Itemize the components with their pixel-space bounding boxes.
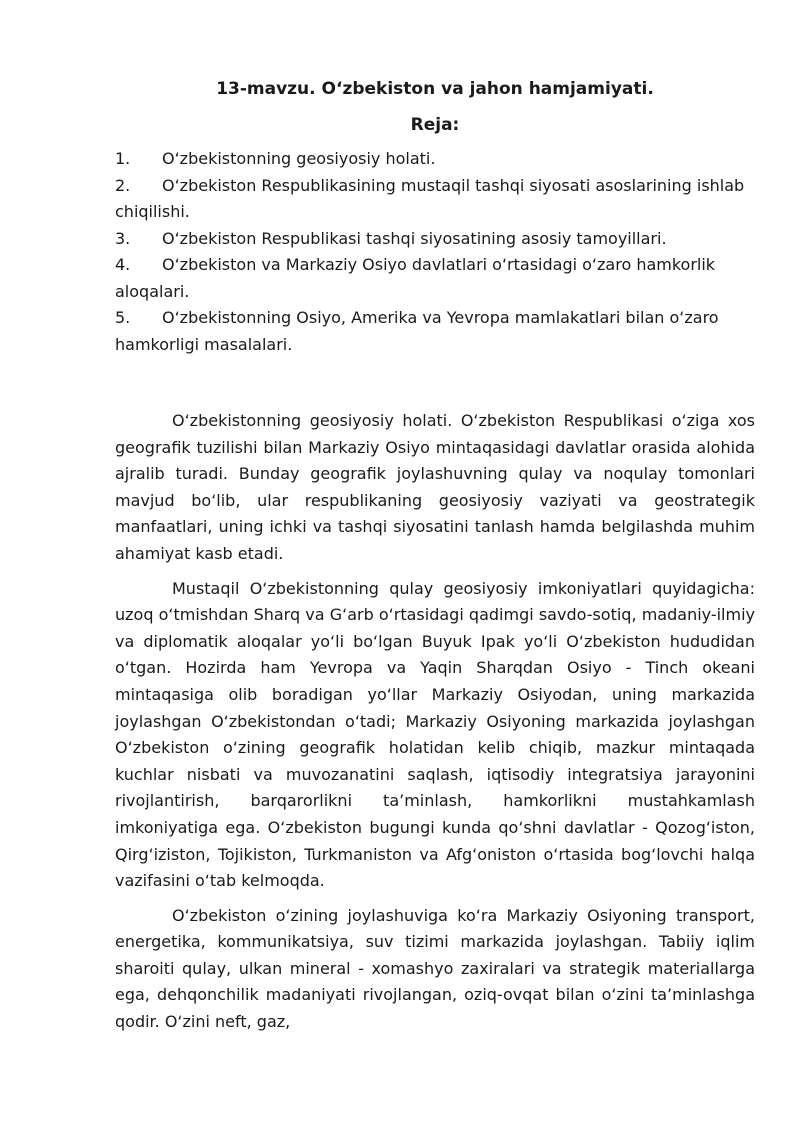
plan-heading: Reja: <box>410 115 460 135</box>
document-page <box>115 78 755 1036</box>
plan-item <box>115 252 755 305</box>
plan-item-text: O‘zbekistonning Osiyo, Amerika va Yevropa mamlakatlari bilan o‘zaro hamkorligi masalalari. <box>115 308 719 354</box>
plan-item-number: 4. <box>115 255 131 274</box>
document-title: 13-mavzu. O‘zbekiston va jahon hamjamiyati. <box>216 79 654 99</box>
plan-item-text: O‘zbekiston Respublikasi tashqi siyosatining asosiy tamoyillari. <box>162 228 667 248</box>
plan-item-text: O‘zbekistonning geosiyosiy holati. <box>162 149 436 168</box>
plan-item-number: 1. <box>115 149 131 168</box>
plan-item <box>115 226 755 253</box>
plan-item <box>115 146 755 173</box>
body-text <box>115 408 755 1036</box>
plan-item-text: O‘zbekiston va Markaziy Osiyo davlatlari o‘rtasidagi o‘zaro hamkorlik aloqalari. <box>115 255 716 301</box>
plan-item <box>115 305 755 358</box>
paragraph: Mustaqil O‘zbekistonning qulay geosiyosiy imkoniyatlari quyidagicha: uzoq o‘tmishdan Sharq va G‘arb o‘rtasidagi qadimgi savdo-sotiq, madaniy-ilmiy va diplomatik aloqalar yo‘li bo‘lgan Buyuk Ipak yo‘li O‘zbekiston hududidan o‘tgan. Hozirda ham Yevropa va Yaqin Sharqdan Osiyo - Tinch okeani mintaqasiga olib boradigan yo‘llar Markaziy Osiyodan, uning markazida joylashgan O‘zbekistondan o‘tadi; Markaziy Osiyoning markazida joylashgan O‘zbekiston o‘zining geografik holatidan kelib chiqib, mazkur mintaqada kuchlar nisbati va muvozanatini saqlash, iqtisodiy integratsiya jarayonini rivojlantirish, barqarorlikni ta’minlash, hamkorlikni mustahkamlash imkoniyatiga ega. O‘zbekiston bugungi kunda qo‘shni davlatlar - Qozog‘iston, Qirg‘iziston, Tojikiston, Turkmaniston va Afg‘oniston o‘rtasida bog‘lovchi halqa vazifasini o‘tab kelmoqda. <box>115 578 755 891</box>
plan-item-number: 5. <box>115 308 131 327</box>
plan-item <box>115 173 755 226</box>
paragraph: O‘zbekiston o‘zining joylashuviga ko‘ra Markaziy Osiyoning transport, energetika, kommunikatsiya, suv tizimi markazida joylashgan. Tabiiy iqlim sharoiti qulay, ulkan mineral - xomashyo zaxiralari va strategik materiallarga ega, dehqonchilik madaniyati rivojlangan, oziq-ovqat bilan o‘zini ta’minlashga qodir. O‘zini neft, gaz, <box>115 905 755 1032</box>
plan-item-number: 3. <box>115 228 131 248</box>
plan-item-text: O‘zbekiston Respublikasining mustaqil tashqi siyosati asoslarining ishlab chiqilishi. <box>115 175 745 221</box>
paragraph: O‘zbekistonning geosiyosiy holati. O‘zbekiston Respublikasi o‘ziga xos geografik tuzilishi bilan Markaziy Osiyo mintaqasidagi davlatlar orasida alohida ajralib turadi. Bunday geografik joylashuvning qulay va noqulay tomonlari mavjud bo‘lib, ular respublikaning geosiyosiy vaziyati va geostrategik manfaatlari, uning ichki va tashqi siyosatini tanlash hamda belgilashda muhim ahamiyat kasb etadi. <box>115 411 755 563</box>
plan-list <box>115 146 755 358</box>
plan-item-number: 2. <box>115 175 131 195</box>
